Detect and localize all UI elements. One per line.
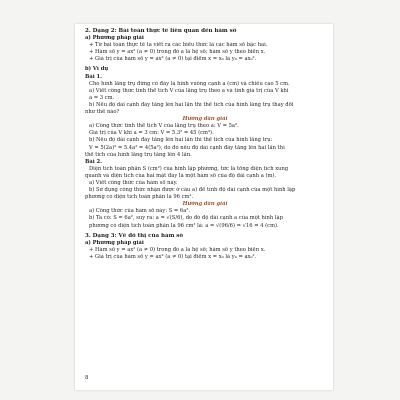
text-line: a) Công thức của hàm số này: S = 6a². bbox=[89, 208, 191, 215]
text-line: a) Phương pháp giải bbox=[85, 35, 144, 42]
text-line: Diện tích toàn phần S (cm²) của hình lập phương, tức là tổng diện tích xung bbox=[89, 165, 289, 172]
text-line: b) Nếu độ dài cạnh đáy tăng lên hai lần thì thể tích của hình lăng trụ: bbox=[89, 137, 273, 144]
text-line: a) Phương pháp giải bbox=[85, 239, 144, 246]
text-line: Bài 2. bbox=[85, 158, 102, 165]
text-line: 3. Dạng 3: Vẽ đồ thị của hàm số bbox=[85, 232, 184, 239]
text-line: phương có diện tích toàn phần là 96 cm². bbox=[85, 194, 194, 201]
text-line: b) Ta có: S = 6a², suy ra: a = √(S/6), do đó độ dài cạnh a của một hình lập bbox=[89, 215, 283, 222]
document-page bbox=[75, 24, 333, 390]
text-line: như thế nào? bbox=[85, 109, 120, 116]
text-line: a) Công thức tính thể tích V của lăng trụ theo a: V = 5a². bbox=[89, 123, 239, 130]
page-content bbox=[85, 28, 325, 261]
text-line: a) Viết công thức của hàm số này. bbox=[89, 179, 178, 186]
text-line: 2. Dạng 2: Bài toán thực tế liên quan đến hàm số bbox=[85, 28, 237, 34]
text-line: + Giá trị của hàm số y = ax² (a ≠ 0) tại điểm x = x₀ là y₀ = ax₀². bbox=[89, 56, 257, 63]
page-number: 8 bbox=[85, 375, 89, 381]
text-line: thể tích của hình lăng trụ tăng lên 4 lần. bbox=[85, 151, 192, 158]
text-line: + Hàm số y = ax² (a ≠ 0) trong đó a là hệ số; hàm số y theo biến x. bbox=[89, 49, 266, 56]
text-line: Hướng dẫn giải bbox=[182, 116, 228, 123]
text-line: Cho hình lăng trụ đứng có đáy là hình vuông cạnh a (cm) và chiều cao 5 cm. bbox=[89, 80, 290, 87]
text-line: Giá trị của V khi a = 3 cm: V = 5.3² = 45 (cm³). bbox=[89, 130, 214, 137]
text-line: a) Viết công thức tính thể tích V của lăng trụ theo a và tính giá trị của V khi bbox=[89, 87, 289, 94]
text-line: phương có diện tích toàn phần là 96 cm² là: a = √(96/6) = √16 = 4 (cm). bbox=[89, 222, 279, 229]
text-line: + Từ bài toán thực tế ta viết ra các biểu thức là các hàm số bậc hai. bbox=[89, 42, 268, 49]
text-line: Bài 1. bbox=[85, 73, 102, 80]
text-line: b) Ví dụ bbox=[85, 66, 109, 73]
text-line: b) Sử dụng công thức nhận được ở câu a) để tính độ dài cạnh của một hình lập bbox=[89, 187, 296, 194]
text-line: b) Nếu độ dài cạnh đáy tăng lên hai lần thì thể tích của hình lăng trụ thay đổi bbox=[89, 101, 294, 108]
text-line: + Hàm số y = ax² (a ≠ 0) trong đó a là hệ số; hàm số y theo biến x. bbox=[89, 246, 266, 253]
text-line: + Giá trị của hàm số y = ax² (a ≠ 0) tại điểm x = x₀ là y₀ = ax₀². bbox=[89, 253, 257, 260]
text-line: a = 3 cm. bbox=[89, 94, 115, 101]
text-line: V = 5(2a)² = 5.4a² = 4(5a²), do đó nếu độ dài cạnh đáy tăng lên hai lần thì bbox=[89, 144, 285, 151]
text-line: quanh và diện tích của hai mặt đáy là một hàm số của độ dài cạnh a (m). bbox=[85, 172, 277, 179]
text-line: Hướng dẫn giải bbox=[182, 201, 228, 208]
